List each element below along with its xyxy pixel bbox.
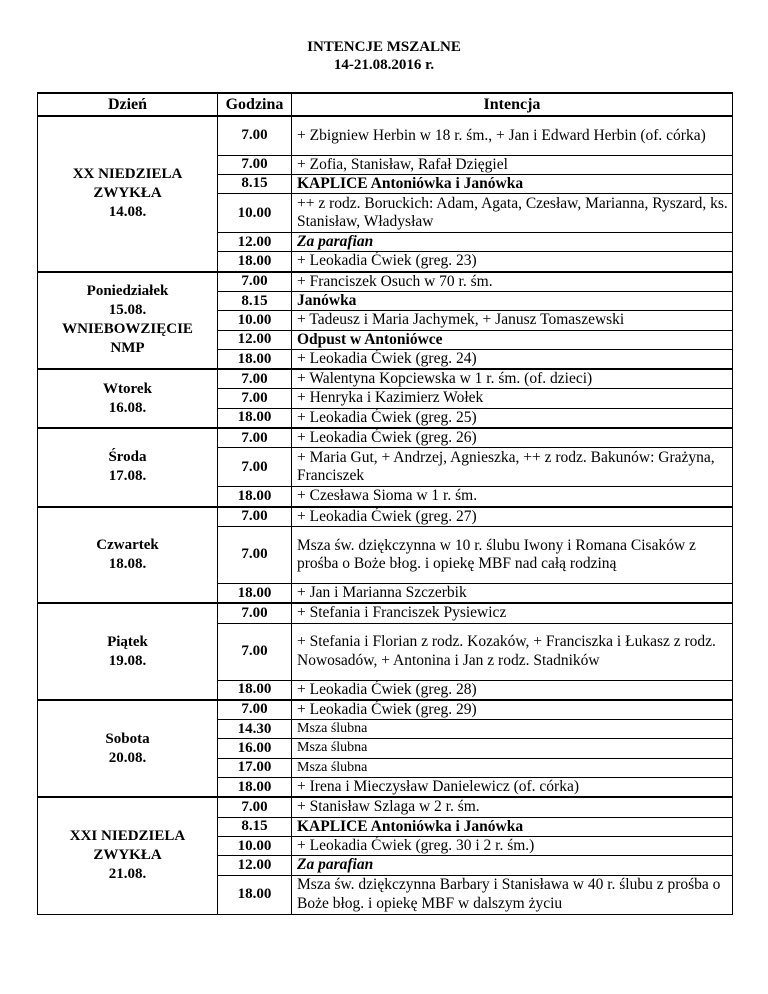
- hour-cell: 7.00: [218, 623, 292, 680]
- day-cell: [38, 116, 218, 272]
- intention-cell: + Czesława Sioma w 1 r. śm.: [292, 487, 733, 507]
- hour-cell: 8.15: [218, 817, 292, 836]
- hour-cell: 7.00: [218, 507, 292, 527]
- hour-cell: 8.15: [218, 291, 292, 310]
- day-label-line: ZWYKŁA: [93, 185, 162, 202]
- intention-cell: + Leokadia Ćwiek (greg. 27): [292, 507, 733, 527]
- day-label-line: 14.08.: [108, 204, 147, 221]
- day-label-line: Poniedziałek: [86, 283, 169, 300]
- hour-cell: 7.00: [218, 797, 292, 817]
- hour-cell: 10.00: [218, 194, 292, 233]
- day-label-line: 19.08.: [108, 652, 147, 669]
- day-label-line: Środa: [108, 449, 147, 466]
- intention-cell: Za parafian: [292, 233, 733, 252]
- table-row: [38, 272, 733, 292]
- day-label-line: 18.08.: [108, 555, 147, 572]
- day-label-line: NMP: [110, 340, 145, 357]
- day-label-line: 17.08.: [108, 468, 147, 485]
- intention-cell: + Stanisław Szlaga w 2 r. śm.: [292, 797, 733, 817]
- hour-cell: 7.00: [218, 428, 292, 448]
- intention-cell: Odpust w Antoniówce: [292, 330, 733, 349]
- intention-cell: Za parafian: [292, 856, 733, 875]
- day-label-line: Wtorek: [103, 380, 152, 397]
- table-row: [38, 428, 733, 448]
- hour-cell: 18.00: [218, 583, 292, 603]
- day-label-line: 20.08.: [108, 749, 147, 766]
- table-row: [38, 116, 733, 155]
- hour-cell: 16.00: [218, 739, 292, 758]
- intention-cell: + Leokadia Ćwiek (greg. 23): [292, 252, 733, 272]
- intention-cell: + Maria Gut, + Andrzej, Agnieszka, ++ z rodz. Bakunów: Grażyna, Franciszek: [292, 448, 733, 487]
- intention-cell: + Stefania i Florian z rodz. Kozaków, + Franciszka i Łukasz z rodz. Nowosadów, + Antonina i Jan z rodz. Stadników: [292, 623, 733, 680]
- day-label-line: 21.08.: [108, 866, 147, 883]
- hour-cell: 7.00: [218, 526, 292, 583]
- page-title: INTENCJE MSZALNE: [307, 39, 461, 55]
- hour-cell: 12.00: [218, 856, 292, 875]
- header-day: Dzień: [38, 93, 218, 116]
- intention-cell: + Stefania i Franciszek Pysiewicz: [292, 603, 733, 623]
- day-label-line: 15.08.: [108, 302, 147, 319]
- hour-cell: 14.30: [218, 720, 292, 739]
- intention-cell: + Henryka i Kazimierz Wołek: [292, 389, 733, 408]
- intention-cell: + Leokadia Ćwiek (greg. 26): [292, 428, 733, 448]
- hour-cell: 18.00: [218, 349, 292, 369]
- hour-cell: 7.00: [218, 603, 292, 623]
- day-label-line: Piątek: [107, 633, 148, 650]
- intention-cell: Msza ślubna: [292, 758, 733, 777]
- day-label-line: Sobota: [105, 730, 150, 747]
- table-row: [38, 507, 733, 527]
- intention-cell: + Leokadia Ćwiek (greg. 29): [292, 700, 733, 720]
- intentions-table: [37, 92, 733, 915]
- hour-cell: 7.00: [218, 389, 292, 408]
- hour-cell: 12.00: [218, 330, 292, 349]
- intention-cell: + Jan i Marianna Szczerbik: [292, 583, 733, 603]
- table-row: [38, 700, 733, 720]
- intention-cell: + Zofia, Stanisław, Rafał Dzięgiel: [292, 155, 733, 174]
- table-row: [38, 369, 733, 389]
- hour-cell: 10.00: [218, 311, 292, 330]
- table-row: [38, 797, 733, 817]
- table-row: [38, 603, 733, 623]
- hour-cell: 10.00: [218, 836, 292, 855]
- day-cell: [38, 272, 218, 369]
- intention-cell: Msza św. dziękczynna w 10 r. ślubu Iwony i Romana Cisaków z prośba o Boże błog. i opiekę MBF nad całą rodziną: [292, 526, 733, 583]
- day-cell: [38, 700, 218, 797]
- hour-cell: 18.00: [218, 252, 292, 272]
- day-label-line: Czwartek: [96, 536, 159, 553]
- hour-cell: 7.00: [218, 448, 292, 487]
- intention-cell: + Walentyna Kopciewska w 1 r. śm. (of. dzieci): [292, 369, 733, 389]
- hour-cell: 18.00: [218, 778, 292, 798]
- hour-cell: 18.00: [218, 680, 292, 700]
- table-header-row: [38, 93, 733, 116]
- intention-cell: Janówka: [292, 291, 733, 310]
- intention-cell: KAPLICE Antoniówka i Janówka: [292, 174, 733, 193]
- day-label-line: ZWYKŁA: [93, 847, 162, 864]
- day-cell: [38, 369, 218, 428]
- intention-cell: Msza św. dziękczynna Barbary i Stanisława w 40 r. ślubu z prośba o Boże błog. i opiekę MBF w dalszym życiu: [292, 875, 733, 914]
- day-cell: [38, 797, 218, 914]
- hour-cell: 18.00: [218, 875, 292, 914]
- hour-cell: 7.00: [218, 369, 292, 389]
- day-cell: [38, 507, 218, 604]
- header-intention: Intencja: [292, 93, 733, 116]
- hour-cell: 7.00: [218, 272, 292, 292]
- intention-cell: + Leokadia Ćwiek (greg. 30 i 2 r. śm.): [292, 836, 733, 855]
- intention-cell: + Zbigniew Herbin w 18 r. śm., + Jan i Edward Herbin (of. córka): [292, 116, 733, 155]
- hour-cell: 7.00: [218, 155, 292, 174]
- hour-cell: 7.00: [218, 116, 292, 155]
- day-cell: [38, 428, 218, 507]
- intention-cell: + Irena i Mieczysław Danielewicz (of. córka): [292, 778, 733, 798]
- table-body: [38, 116, 733, 914]
- intention-cell: KAPLICE Antoniówka i Janówka: [292, 817, 733, 836]
- intention-cell: + Tadeusz i Maria Jachymek, + Janusz Tomaszewski: [292, 311, 733, 330]
- hour-cell: 17.00: [218, 758, 292, 777]
- day-label-line: 16.08.: [108, 399, 147, 416]
- intention-cell: Msza ślubna: [292, 739, 733, 758]
- day-label-line: WNIEBOWZIĘCIE: [62, 321, 193, 338]
- hour-cell: 12.00: [218, 233, 292, 252]
- intention-cell: + Leokadia Ćwiek (greg. 25): [292, 408, 733, 428]
- date-range: 14-21.08.2016 r.: [333, 57, 435, 73]
- hour-cell: 7.00: [218, 700, 292, 720]
- header-hour: Godzina: [218, 93, 292, 116]
- intention-cell: + Leokadia Ćwiek (greg. 24): [292, 349, 733, 369]
- hour-cell: 18.00: [218, 408, 292, 428]
- hour-cell: 8.15: [218, 174, 292, 193]
- intention-cell: Msza ślubna: [292, 720, 733, 739]
- day-cell: [38, 603, 218, 700]
- intention-cell: + Leokadia Ćwiek (greg. 28): [292, 680, 733, 700]
- intention-cell: ++ z rodz. Boruckich: Adam, Agata, Czesław, Marianna, Ryszard, ks. Stanisław, Władysław: [292, 194, 733, 233]
- day-label-line: XXI NIEDZIELA: [69, 828, 186, 845]
- day-label-line: XX NIEDZIELA: [72, 166, 183, 183]
- hour-cell: 18.00: [218, 487, 292, 507]
- intention-cell: + Franciszek Osuch w 70 r. śm.: [292, 272, 733, 292]
